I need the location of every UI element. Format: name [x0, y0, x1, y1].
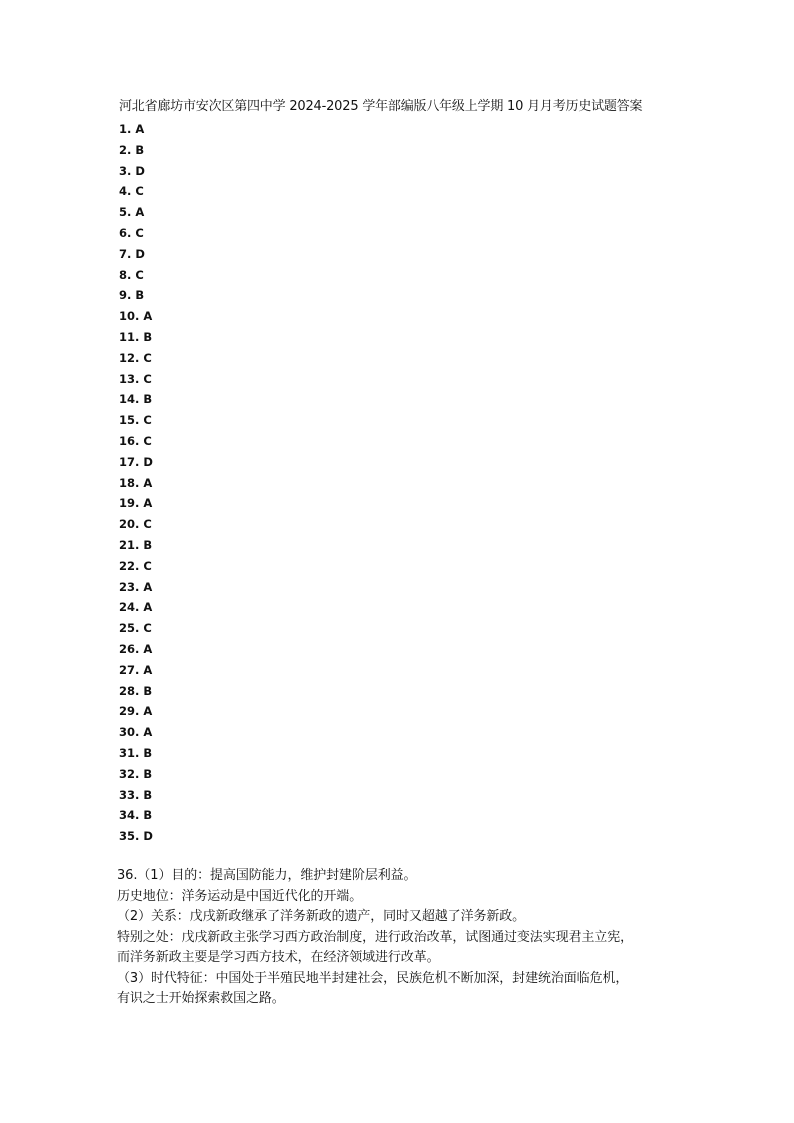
answer-choice: B — [135, 288, 145, 303]
answer-number: 4. — [119, 184, 132, 199]
answer-choice: D — [143, 454, 153, 469]
answer-item — [119, 473, 153, 494]
answer-item — [119, 348, 153, 369]
answer-number: 22. — [119, 558, 140, 573]
answer-choice: C — [143, 371, 152, 386]
answer-text-line: 有识之士开始探索救国之路。 — [117, 991, 285, 1006]
answer-item — [119, 722, 153, 743]
answer-item — [119, 389, 153, 410]
answer-choice: C — [143, 621, 152, 636]
answer-item — [119, 202, 153, 223]
answer-number: 31. — [119, 745, 140, 760]
answer-item — [119, 181, 153, 202]
answer-choice: D — [135, 163, 145, 178]
answer-item — [119, 577, 153, 598]
answer-item — [119, 306, 153, 327]
answer-choice: C — [143, 350, 152, 365]
answer-item — [119, 493, 153, 514]
answer-item — [119, 452, 153, 473]
answer-choice: A — [143, 662, 153, 677]
answer-choice: C — [135, 225, 144, 240]
answer-number: 16. — [119, 433, 140, 448]
answer-choice: A — [143, 704, 153, 719]
answer-item — [119, 244, 153, 265]
answer-choice: D — [143, 829, 153, 844]
answer-choice: C — [143, 517, 152, 532]
answer-item — [119, 618, 153, 639]
answer-choice: A — [135, 122, 145, 136]
answer-number: 17. — [119, 454, 140, 469]
answer-item — [119, 327, 153, 348]
answer-number: 34. — [119, 808, 140, 823]
answer-item — [119, 514, 153, 535]
document-title: 河北省廊坊市安次区第四中学 2024-2025 学年部编版八年级上学期 10 月月考历史试题答案 — [119, 99, 643, 114]
answer-choice: B — [143, 787, 153, 802]
answer-item — [119, 556, 153, 577]
answer-item — [119, 535, 153, 556]
answer-number: 24. — [119, 600, 140, 615]
answer-number: 33. — [119, 787, 140, 802]
answer-choice: C — [135, 267, 144, 282]
answer-item — [119, 410, 153, 431]
answer-item — [119, 660, 153, 681]
answer-choice: A — [143, 600, 153, 615]
answer-item — [119, 431, 153, 452]
answer-number: 7. — [119, 246, 132, 261]
answer-text-line: 而洋务新政主要是学习西方技术，在经济领域进行改革。 — [117, 950, 440, 965]
answer-number: 30. — [119, 725, 140, 740]
answer-choice: A — [143, 496, 153, 511]
answer-number: 25. — [119, 621, 140, 636]
answer-number: 11. — [119, 329, 140, 344]
answer-choice: A — [143, 309, 153, 324]
answer-number: 13. — [119, 371, 140, 386]
answer-choice: C — [135, 184, 144, 199]
answer-choice: B — [143, 537, 153, 552]
answer-number: 10. — [119, 309, 140, 324]
answer-number: 12. — [119, 350, 140, 365]
answer-item — [119, 743, 153, 764]
answer-text-line: 历史地位：洋务运动是中国近代化的开端。 — [117, 888, 363, 904]
answer-item — [119, 223, 153, 244]
answer-number: 19. — [119, 496, 140, 511]
answer-number: 35. — [119, 829, 140, 844]
answer-choice: B — [143, 329, 153, 344]
answer-item — [119, 805, 153, 826]
answer-number: 1. — [119, 122, 132, 136]
answer-number: 28. — [119, 683, 140, 698]
answer-choice: C — [143, 413, 152, 428]
answer-choice: A — [143, 579, 153, 594]
answer-choice: B — [143, 766, 153, 781]
answer-item — [119, 826, 153, 847]
answer-choice: A — [143, 641, 153, 656]
answer-number: 27. — [119, 662, 140, 677]
answer-text-line: （3）时代特征：中国处于半殖民地半封建社会，民族危机不断加深，封建统治面临危机， — [117, 970, 629, 986]
answer-item — [119, 785, 153, 806]
answer-number: 3. — [119, 163, 132, 178]
answer-text-line: 特别之处：戊戌新政主张学习西方政治制度，进行政治改革，试图通过变法实现君主立宪， — [117, 929, 634, 945]
answer-number: 29. — [119, 704, 140, 719]
answer-number: 18. — [119, 475, 140, 490]
answer-choice: D — [135, 246, 145, 261]
answer-item — [119, 764, 153, 785]
answer-item — [119, 639, 153, 660]
answer-choice: C — [143, 558, 152, 573]
answer-item — [119, 161, 153, 182]
answer-number: 15. — [119, 413, 140, 428]
answer-choice: A — [143, 725, 153, 740]
answer-text-line: （2）关系：戊戌新政继承了洋务新政的遗产，同时又超越了洋务新政。 — [117, 909, 526, 924]
answer-number: 21. — [119, 537, 140, 552]
answer-number: 20. — [119, 517, 140, 532]
answer-number: 5. — [119, 205, 132, 220]
answer-list — [119, 119, 153, 847]
answer-item — [119, 285, 153, 306]
answer-item — [119, 265, 153, 286]
answer-item — [119, 119, 153, 140]
answer-number: 23. — [119, 579, 140, 594]
answer-choice: B — [143, 392, 153, 407]
answer-number: 32. — [119, 766, 140, 781]
answer-number: 9. — [119, 288, 132, 303]
answer-number: 6. — [119, 225, 132, 240]
answer-text-line: 36.（1）目的：提高国防能力，维护封建阶层利益。 — [117, 868, 417, 883]
answer-choice: A — [135, 205, 145, 220]
answer-choice: B — [143, 745, 153, 760]
answer-item — [119, 140, 153, 161]
answer-item — [119, 701, 153, 722]
answer-choice: A — [143, 475, 153, 490]
answer-item — [119, 597, 153, 618]
answer-choice: B — [135, 142, 145, 157]
answer-choice: B — [143, 683, 153, 698]
answer-number: 14. — [119, 392, 140, 407]
answer-number: 2. — [119, 142, 132, 157]
answer-number: 26. — [119, 641, 140, 656]
answer-choice: B — [143, 808, 153, 823]
answer-item — [119, 681, 153, 702]
answer-number: 8. — [119, 267, 132, 282]
answer-item — [119, 369, 153, 390]
answer-choice: C — [143, 433, 152, 448]
question-36-answer — [117, 866, 687, 1010]
